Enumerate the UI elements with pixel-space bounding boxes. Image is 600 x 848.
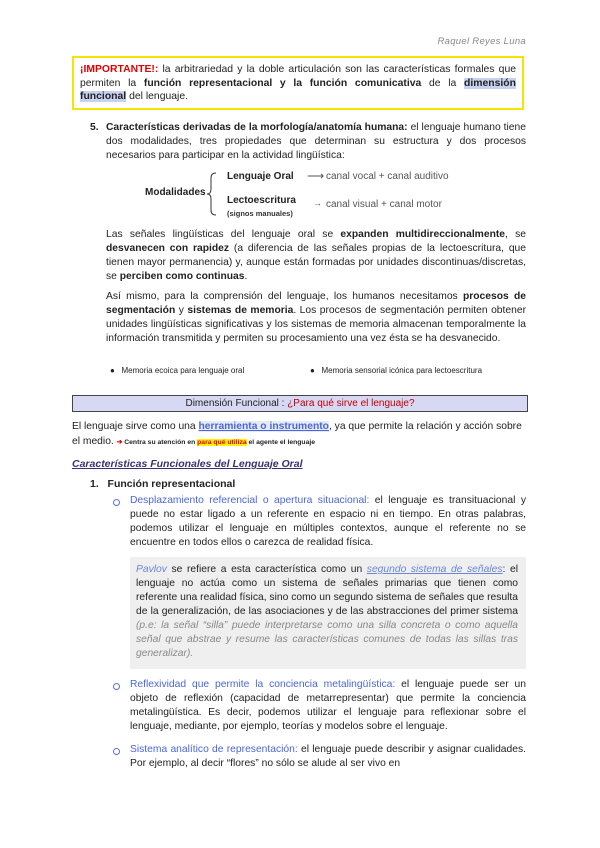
para1-bold-3: perciben como continuas [119,271,245,282]
important-text-3: del lenguaje. [126,91,189,102]
para2-text-3: . Los procesos de segmentación permiten obtener unidades lingüísticas significativas y los sistemas de memoria almacenan temporalmente la información transmitida y permiten su procesamiento una vez ésta se ha desvanecido. [106,305,526,344]
paragraph-comprehension [106,290,526,346]
bullet-text-1: Memoria ecoica para lenguaje oral [121,366,245,375]
item5-title: Características derivadas de la morfología/anatomía humana: [106,122,408,133]
tool-link[interactable]: herramienta o instrumento [198,421,329,432]
para2-text-2: y [175,305,188,316]
item-number: 5. [90,122,99,133]
important-highlight: dimensión funcional [80,77,516,102]
note-text-1: Centra su atención en [122,439,198,446]
circle-bullet-icon [113,499,120,506]
intro-paragraph [72,419,528,450]
section-question: ¿Para qué sirve el lenguaje? [287,398,415,409]
important-callout [72,56,524,110]
para1-text-1: Las señales lingüísticas del lenguaje oral se [106,229,341,240]
note-highlight: para qué utiliza [197,439,247,446]
list-item: ● Memoria ecoica para lenguaje oral [110,366,245,375]
item5-paragraph [106,121,526,163]
arrow-right-icon: ➔ [116,439,123,446]
para1-bold-1: expanden multidireccionalmente [340,229,506,240]
para2-text-1: Así mismo, para la comprensión del lenguaje, los humanos necesitamos [106,291,463,302]
quote-name: Pavlov [136,564,167,575]
diagram-row1-value: canal vocal + canal auditivo [326,171,449,182]
diagram-row2-value: canal visual + canal motor [326,199,442,210]
intro-text-1: El lenguaje sirve como una [72,421,199,432]
quote-text-2: : el lenguaje no actúa como un sistema de señales primarias que tienen como referente una realidad física, sino como un segundo sistema de señales que resulta de la generalización, de las asociaciones y de las abstracciones del primer sistema [136,564,518,617]
intro-text-2: , ya que permite la relación y acción sobre el medio. [72,421,522,447]
quote-term: segundo sistema de señales [366,564,503,575]
sub-item-reflexivity [130,678,526,734]
sub-item-displacement [130,494,526,550]
sub3-title: Sistema analítico de representación: [130,744,298,755]
important-bold: función representacional y la función comunicativa [143,77,422,89]
important-text: la arbitrariedad y la doble articulación son las características formales que permiten la [80,64,516,89]
sub2-text: el lenguaje puede ser un objeto de reflexión (capacidad de metarrepresentar) que permite la conciencia metalingüística. Es decir, podemos utilizar el lenguaje para reflexionar sobre el lenguaje, mediante, por ejemplo, teorías y modelos sobre el lenguaje. [130,679,526,732]
item5-text: el lenguaje humano tiene dos modalidades, tres propiedades que determinan su estructura y dos procesos necesarios para participar en la actividad lingüística: [106,122,526,161]
intro-note [117,439,315,446]
function-heading [90,478,235,490]
important-label: ¡IMPORTANTE!: [80,64,159,75]
circle-bullet-icon [113,748,120,755]
para1-text-4: . [244,271,248,282]
section-header [72,395,528,412]
diagram-row1-label: Lenguaje Oral [227,171,294,182]
quote-text-1: se refiere a esta característica como un [166,564,367,575]
arrow-right-icon: ⟶ [307,169,325,183]
function-number: 1. [90,478,99,490]
sub2-title: Reflexividad que permite la conciencia metalingüística: [130,679,396,690]
para2-bold-1: procesos de segmentación [106,291,526,316]
diagram-root: Modalidades [145,187,206,198]
modalities-diagram [145,170,475,222]
brace-icon [207,172,217,216]
list-item: ● Memoria sensorial icónica para lectoescritura [310,366,483,375]
note-text-2: el agente el lenguaje [246,439,316,446]
arrow-right-small-icon: → [313,198,322,208]
sub3-text: el lenguaje puede describir y asignar cualidades. Por ejemplo, al decir “flores” no sólo se alude al ser vivo en [130,744,526,769]
paragraph-signals [106,228,526,284]
bullet-text-2: Memoria sensorial icónica para lectoescritura [321,366,483,375]
important-text-2: de la [421,77,465,89]
para1-text-2: , se [505,229,526,240]
para1-bold-2: desvanecen con rapidez [106,243,230,254]
subheading: Características Funcionales del Lenguaje Oral [72,458,303,470]
sub-item-analytic [130,743,526,771]
pavlov-quote [130,557,526,669]
para2-bold-2: sistemas de memoria [187,305,294,316]
function-title: Función representacional [107,478,236,490]
para1-text-3: (a diferencia de las señales propias de la lectoescritura, que tienen mayor permanencia) y, aunque están formadas por unidades discontinuas/discretas, se [106,243,526,282]
author-name: Raquel Reyes Luna [437,36,526,47]
sub1-text: el lenguaje es transituacional y puede no estar ligado a un referente en espacio ni en tiempo. En otras palabras, podemos utilizar el lenguaje en múltiples contextos, aunque el referente no se encuentre en todos ellos o carezca de realidad física. [130,495,526,548]
diagram-row2-label: Lectoescritura [227,195,296,206]
section-title: Dimensión Funcional : [185,398,288,409]
diagram-row2-sub: (signos manuales) [227,209,293,218]
quote-example: (p.e: la señal “silla” puede interpretarse como una silla concreta o como aquella señal que abstrae y resume las características comunes de todas las sillas tras generalizar). [136,620,518,659]
circle-bullet-icon [113,683,120,690]
sub1-title: Desplazamiento referencial o apertura situacional: [130,495,370,506]
